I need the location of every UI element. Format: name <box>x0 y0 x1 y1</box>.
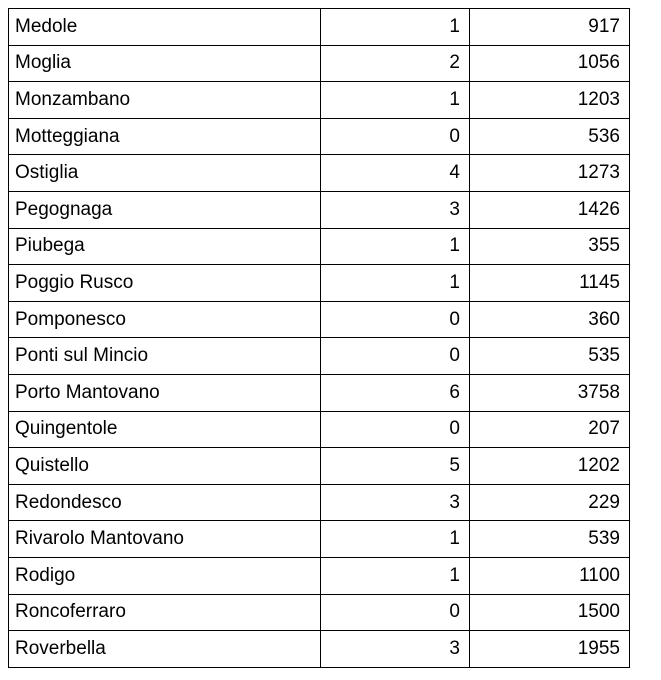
cell-value-b: 1100 <box>470 557 630 594</box>
cell-municipality: Ostiglia <box>9 155 321 192</box>
table-row <box>9 191 630 228</box>
cell-value-b: 355 <box>470 228 630 265</box>
cell-value-b: 3758 <box>470 374 630 411</box>
cell-value-b: 1500 <box>470 594 630 631</box>
cell-municipality: Moglia <box>9 45 321 82</box>
table-row <box>9 557 630 594</box>
cell-value-b: 1056 <box>470 45 630 82</box>
cell-municipality: Medole <box>9 9 321 46</box>
cell-value-a: 4 <box>321 155 470 192</box>
table-row <box>9 484 630 521</box>
cell-value-b: 1202 <box>470 448 630 485</box>
cell-value-a: 3 <box>321 484 470 521</box>
cell-municipality: Porto Mantovano <box>9 374 321 411</box>
table-row <box>9 155 630 192</box>
data-table-container <box>8 8 629 668</box>
cell-value-a: 3 <box>321 631 470 668</box>
table-row <box>9 448 630 485</box>
table-row <box>9 521 630 558</box>
cell-value-b: 535 <box>470 338 630 375</box>
cell-value-a: 1 <box>321 9 470 46</box>
cell-municipality: Pegognaga <box>9 191 321 228</box>
table-row <box>9 265 630 302</box>
cell-value-b: 1955 <box>470 631 630 668</box>
table-row <box>9 228 630 265</box>
table-row <box>9 374 630 411</box>
cell-value-a: 1 <box>321 228 470 265</box>
cell-value-b: 1145 <box>470 265 630 302</box>
table-row <box>9 9 630 46</box>
table-row <box>9 594 630 631</box>
cell-value-a: 1 <box>321 265 470 302</box>
cell-municipality: Redondesco <box>9 484 321 521</box>
cell-value-b: 536 <box>470 118 630 155</box>
cell-value-b: 1426 <box>470 191 630 228</box>
cell-municipality: Roncoferraro <box>9 594 321 631</box>
cell-municipality: Poggio Rusco <box>9 265 321 302</box>
cell-value-b: 207 <box>470 411 630 448</box>
table-row <box>9 118 630 155</box>
cell-municipality: Quistello <box>9 448 321 485</box>
cell-value-a: 3 <box>321 191 470 228</box>
cell-municipality: Piubega <box>9 228 321 265</box>
cell-value-b: 360 <box>470 301 630 338</box>
cell-value-a: 1 <box>321 82 470 119</box>
cell-municipality: Rodigo <box>9 557 321 594</box>
cell-value-a: 0 <box>321 118 470 155</box>
cell-value-a: 6 <box>321 374 470 411</box>
cell-municipality: Quingentole <box>9 411 321 448</box>
table-row <box>9 82 630 119</box>
cell-municipality: Rivarolo Mantovano <box>9 521 321 558</box>
cell-value-a: 0 <box>321 411 470 448</box>
cell-value-b: 917 <box>470 9 630 46</box>
cell-value-b: 1203 <box>470 82 630 119</box>
cell-value-a: 2 <box>321 45 470 82</box>
cell-municipality: Roverbella <box>9 631 321 668</box>
cell-value-a: 0 <box>321 338 470 375</box>
cell-value-b: 1273 <box>470 155 630 192</box>
cell-municipality: Monzambano <box>9 82 321 119</box>
cell-value-b: 539 <box>470 521 630 558</box>
cell-municipality: Pomponesco <box>9 301 321 338</box>
table-body <box>9 9 630 668</box>
cell-value-a: 1 <box>321 557 470 594</box>
cell-value-a: 5 <box>321 448 470 485</box>
data-table <box>8 8 630 668</box>
cell-value-a: 0 <box>321 594 470 631</box>
table-row <box>9 338 630 375</box>
cell-municipality: Ponti sul Mincio <box>9 338 321 375</box>
table-row <box>9 45 630 82</box>
table-row <box>9 631 630 668</box>
cell-value-a: 1 <box>321 521 470 558</box>
cell-value-a: 0 <box>321 301 470 338</box>
table-row <box>9 411 630 448</box>
table-row <box>9 301 630 338</box>
cell-municipality: Motteggiana <box>9 118 321 155</box>
cell-value-b: 229 <box>470 484 630 521</box>
